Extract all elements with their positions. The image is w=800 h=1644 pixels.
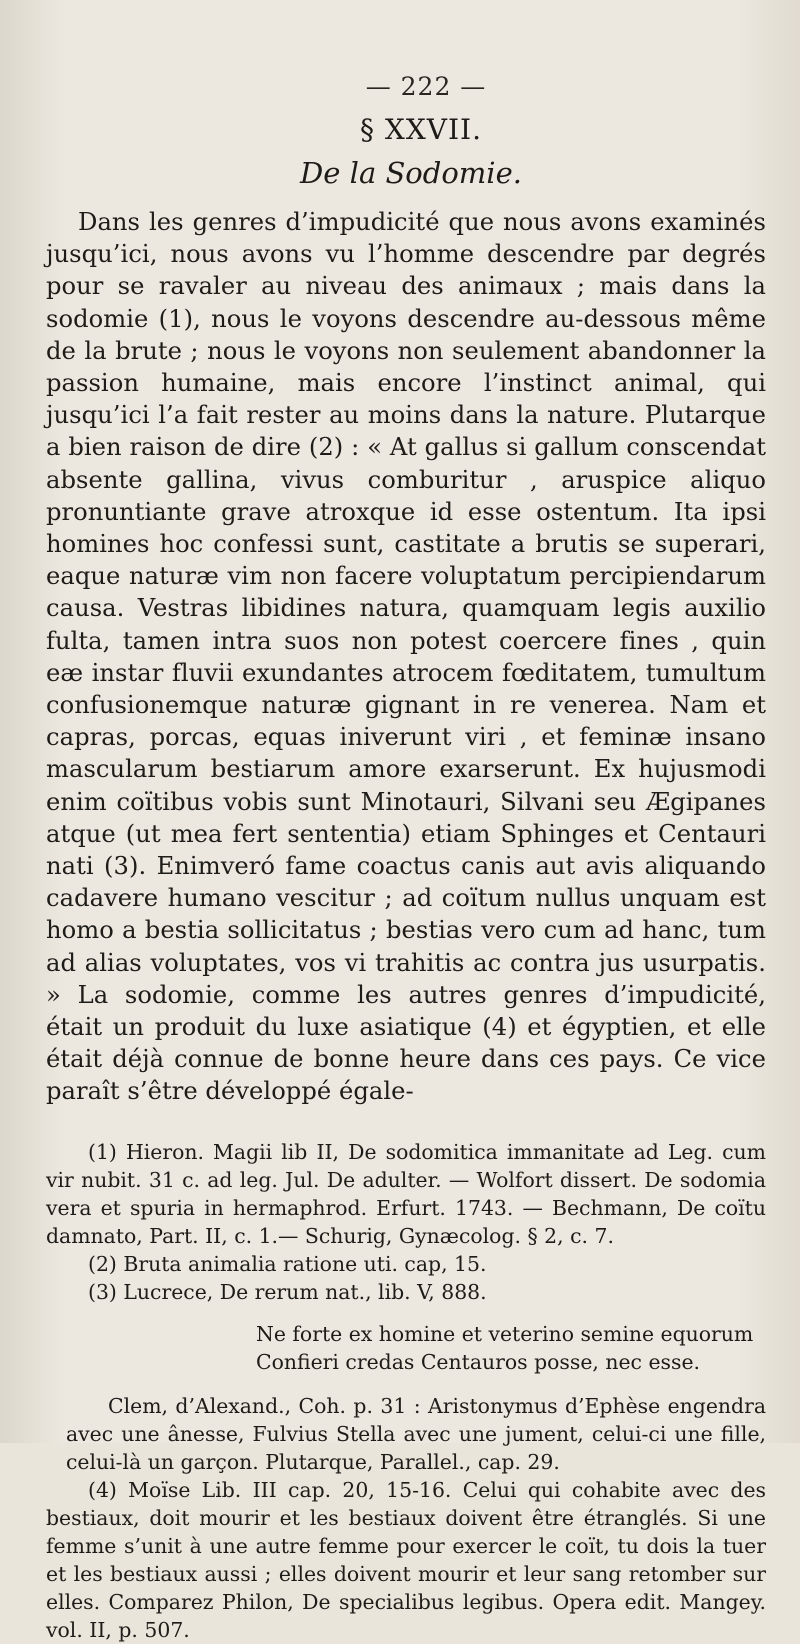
footnote-4: (4) Moïse Lib. III cap. 20, 15-16. Celui qui cohabite avec des bestiaux, doit mourir et les bestiaux doivent être étranglés. Si une femme s’unit à une autre femme pour exercer le coït, tu dois la tuer et les bestiaux aussi ; elles doivent mourir et leur sang retomber sur elles. Comparez Philon, De specialibus legibus. Opera edit. Mangey. vol. II, p. 507.	[46, 1477, 766, 1642]
verse-line: Confieri credas Centauros posse, nec esse.	[256, 1349, 701, 1374]
body-text	[46, 206, 766, 1108]
section-title: De la Sodomie.	[300, 156, 522, 190]
verse-quote	[256, 1320, 766, 1376]
verse-line: Ne forte ex homine et veterino semine equorum	[256, 1321, 754, 1346]
footnote-2: (2) Bruta animalia ratione uti. cap, 15.	[88, 1251, 487, 1276]
page-number: — 222 —	[365, 72, 487, 101]
section-number: § XXVII.	[359, 113, 482, 146]
footnote-3-continuation: Clem, d’Alexand., Coh. p. 31 : Aristonymus d’Ephèse engendra avec une ânesse, Fulvius Stella avec une jument, celui-ci une fille, celui-là un garçon. Plutarque, Parallel., cap. 29.	[66, 1393, 766, 1474]
footnotes	[46, 1138, 766, 1644]
main-paragraph: Dans les genres d’impudicité que nous avons examinés jusqu’ici, nous avons vu l’homme descendre par degrés pour se ravaler au niveau des animaux ; mais dans la sodomie (1), nous le voyons descendre au-dessous même de la brute ; nous le voyons non seulement abandonner la passion humaine, mais encore l’instinct animal, qui jusqu’ici l’a fait rester au moins dans la nature. Plutarque a bien raison de dire (2) : « At gallus si gallum conscendat absente gallina, vivus comburitur , aruspice aliquo pronuntiante grave atroxque id esse ostentum. Ita ipsi homines hoc confessi sunt, castitate a brutis se superari, eaque naturæ vim non facere voluptatum percipiendarum causa. Vestras libidines natura, quamquam legis auxilio fulta, tamen intra suos non potest coercere fines , quin eæ instar fluvii exundantes atrocem fœditatem, tumultum confusionemque naturæ gignant in re venerea. Nam et capras, porcas, equas iniverunt viri , et feminæ insano mascularum bestiarum amore exarserunt. Ex hujusmodi enim coïtibus vobis sunt Minotauri, Silvani seu Ægipanes atque (ut mea fert sententia) etiam Sphinges et Centauri nati (3). Enimveró fame coactus canis aut avis aliquando cadavere humano vescitur ; ad coïtum nullus unquam est homo a bestia sollicitatus ; bestias vero cum ad hanc, tum ad alias voluptates, vos vi trahitis ac contra jus usurpatis. » La sodomie, comme les autres genres d’impudicité, était un produit du luxe asiatique (4) et égyptien, et elle était déjà connue de bonne heure dans ces pays. Ce vice paraît s’être développé égale-	[46, 208, 766, 1106]
footnote-3: (3) Lucrece, De rerum nat., lib. V, 888.	[88, 1279, 487, 1304]
footnote-1: (1) Hieron. Magii lib II, De sodomitica immanitate ad Leg. cum vir nubit. 31 c. ad leg. Jul. De adulter. — Wolfort dissert. De sodomia vera et spuria in hermaphrod. Erfurt. 1743. — Bechmann, De coïtu damnato, Part. II, c. 1.— Schurig, Gynæcolog. § 2, c. 7.	[46, 1139, 766, 1248]
